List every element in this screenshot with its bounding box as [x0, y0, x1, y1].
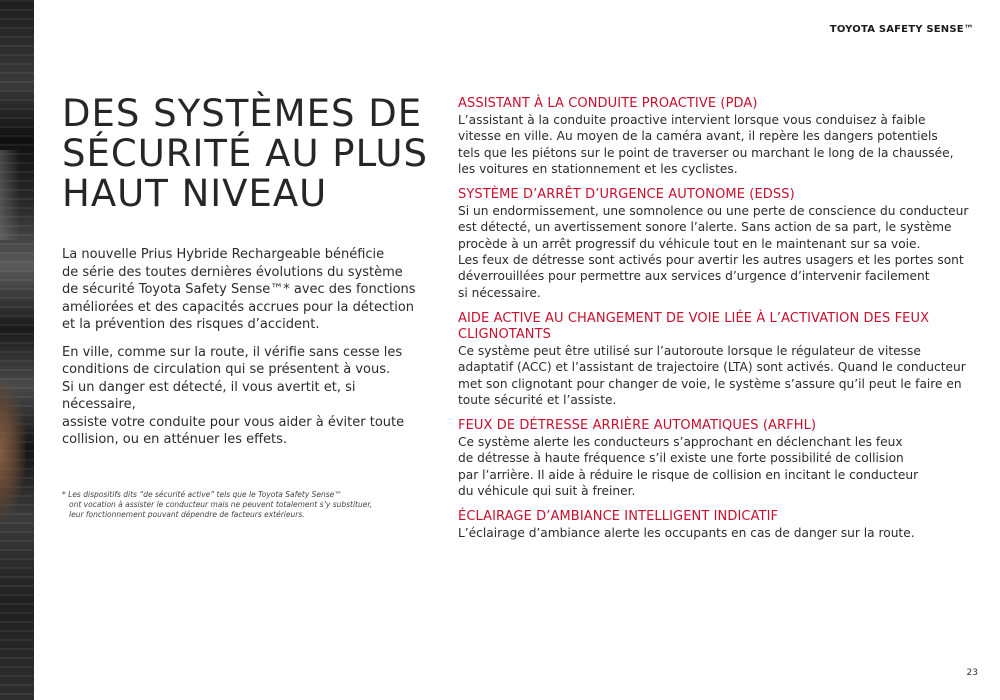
feature-description: [458, 203, 969, 301]
feature-arfhl: [458, 418, 963, 499]
feature-description: [458, 525, 963, 541]
feature-heading: [458, 311, 963, 343]
feature-body-line: tels que les piétons sur le point de traverser ou marchant le long de la chaussée,: [458, 145, 954, 160]
feature-heading-line: CLIGNOTANTS: [458, 326, 552, 342]
footnote: [62, 490, 412, 520]
page-title: [62, 94, 432, 214]
feature-lane-change-assist: [458, 310, 966, 408]
feature-body-line: adaptatif (ACC) et l’assistant de trajectoire (LTA) sont activés. Quand le conducteur: [458, 360, 966, 375]
feature-body-line: déverrouillées pour permettre aux services d’urgence d’intervenir facilement: [458, 269, 930, 284]
intro-line: et la prévention des risques d’accident.: [62, 317, 320, 332]
feature-body-line: vitesse en ville. Au moyen de la caméra avant, il repère les dangers potentiels: [458, 129, 938, 144]
feature-body-line: du véhicule qui suit à freiner.: [458, 484, 636, 499]
intro-line: Si un danger est détecté, il vous avertit et, si nécessaire,: [62, 379, 356, 412]
page-title-line: HAUT NIVEAU: [62, 172, 328, 215]
intro-line: collision, ou en atténuer les effets.: [62, 432, 288, 447]
footnote-line: leur fonctionnement pouvant dépendre de facteurs extérieurs.: [69, 510, 305, 519]
intro-paragraph: [62, 344, 420, 449]
page-title-line: SÉCURITÉ AU PLUS: [62, 132, 428, 175]
feature-body-line: procède à un arrêt progressif du véhicule tout en le maintenant sur sa voie.: [458, 236, 921, 251]
intro-line: En ville, comme sur la route, il vérifie sans cesse les: [62, 344, 403, 360]
feature-edss: [458, 187, 969, 301]
feature-body-line: Ce système peut être utilisé sur l’autoroute lorsque le régulateur de vitesse: [458, 343, 921, 358]
intro-line: conditions de circulation qui se présentent à vous.: [62, 362, 391, 377]
feature-description: [458, 343, 966, 408]
side-photo-highlight: [0, 150, 20, 240]
feature-body-line: L’assistant à la conduite proactive intervient lorsque vous conduisez à faible: [458, 113, 926, 127]
intro-text: [62, 246, 420, 459]
intro-paragraph: [62, 246, 420, 334]
intro-line: de série des toutes dernières évolutions du système: [62, 264, 403, 280]
side-photo-glow: [0, 380, 26, 520]
page-title-line: DES SYSTÈMES DE: [62, 92, 423, 135]
page-number: 23: [966, 668, 978, 678]
feature-heading-line: ÉCLAIRAGE D’AMBIANCE INTELLIGENT INDICATIF: [458, 509, 779, 525]
feature-body-line: Les feux de détresse sont activés pour avertir les autres usagers et les portes sont: [458, 253, 964, 268]
feature-body-line: par l’arrière. Il aide à réduire le risque de collision en incitant le conducteur: [458, 467, 919, 482]
feature-heading: [458, 418, 963, 434]
feature-body-line: est détecté, un avertissement sonore l’alerte. Sans action de sa part, le système: [458, 220, 952, 235]
feature-list: [458, 96, 969, 552]
feature-heading: [458, 509, 963, 525]
feature-pda: [458, 96, 963, 177]
feature-body-line: met son clignotant pour changer de voie, le système s’assure qu’il peut le faire en: [458, 376, 962, 391]
intro-line: assiste votre conduite pour vous aider à éviter toute: [62, 414, 405, 430]
intro-line: de sécurité Toyota Safety Sense™* avec des fonctions: [62, 282, 416, 297]
side-photo-strip: [0, 0, 34, 700]
feature-body-line: L’éclairage d’ambiance alerte les occupants en cas de danger sur la route.: [458, 526, 915, 541]
feature-body-line: Si un endormissement, une somnolence ou une perte de conscience du conducteur: [458, 204, 969, 219]
feature-description: [458, 112, 963, 177]
intro-line: améliorées et des capacités accrues pour la détection: [62, 299, 415, 315]
feature-body-line: toute sécurité et l’assiste.: [458, 392, 617, 407]
feature-body-line: de détresse à haute fréquence s’il existe une forte possibilité de collision: [458, 451, 904, 466]
footnote-line: * Les dispositifs dits “de sécurité active” tels que le Toyota Safety Sense™: [62, 490, 342, 499]
feature-ambient-lighting: [458, 509, 963, 541]
feature-heading: [458, 187, 963, 203]
feature-heading-line: FEUX DE DÉTRESSE ARRIÈRE AUTOMATIQUES (ARFHL): [458, 418, 817, 434]
feature-body-line: les voitures en stationnement et les cyclistes.: [458, 161, 738, 176]
feature-heading: [458, 96, 963, 112]
feature-heading-line: SYSTÈME D’ARRÊT D’URGENCE AUTONOME (EDSS): [458, 187, 795, 203]
feature-body-line: si nécessaire.: [458, 285, 541, 300]
feature-description: [458, 434, 963, 499]
feature-heading-line: ASSISTANT À LA CONDUITE PROACTIVE (PDA): [458, 96, 758, 111]
intro-line: La nouvelle Prius Hybride Rechargeable bénéficie: [62, 247, 385, 262]
section-header-label: TOYOTA SAFETY SENSE™: [829, 24, 974, 35]
feature-heading-line: AIDE ACTIVE AU CHANGEMENT DE VOIE LIÉE À L’ACTIVATION DES FEUX: [458, 310, 930, 326]
feature-body-line: Ce système alerte les conducteurs s’approchant en déclenchant les feux: [458, 435, 903, 450]
footnote-line: ont vocation à assister le conducteur mais ne peuvent totalement s’y substituer,: [69, 500, 373, 509]
